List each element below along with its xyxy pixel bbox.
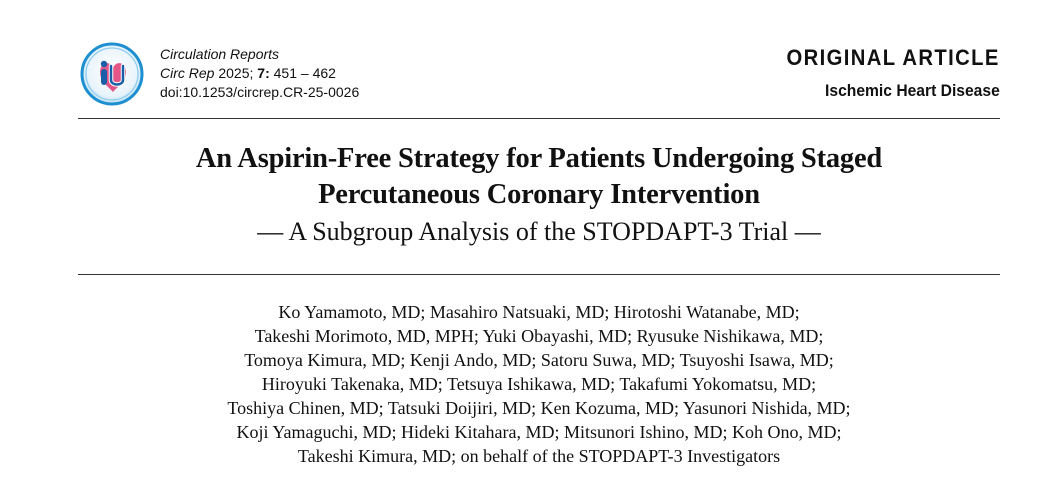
article-type-block xyxy=(768,44,1000,102)
title-line-1: An Aspirin-Free Strategy for Patients Undergoing Staged xyxy=(195,143,883,174)
author-line: Ko Yamamoto, MD; Masahiro Natsuaki, MD; Hirotoshi Watanabe, MD; xyxy=(278,302,800,322)
citation-pages: 451 – 462 xyxy=(273,65,336,81)
circulation-reports-logo-icon xyxy=(80,42,144,106)
citation-line xyxy=(160,64,359,83)
author-line: Hiroyuki Takenaka, MD; Tetsuya Ishikawa, MD; Takafumi Yokomatsu, MD; xyxy=(261,374,817,394)
author-line: Tomoya Kimura, MD; Kenji Ando, MD; Satoru Suwa, MD; Tsuyoshi Isawa, MD; xyxy=(244,350,834,370)
doi-link[interactable]: doi:10.1253/circrep.CR-25-0026 xyxy=(160,84,360,100)
title-divider xyxy=(78,274,1000,275)
title-line-2: Percutaneous Coronary Intervention xyxy=(318,179,760,210)
author-line: Takeshi Kimura, MD; on behalf of the STOPDAPT-3 Investigators xyxy=(297,446,781,466)
title-block xyxy=(78,141,1000,249)
citation-abbr: Circ Rep xyxy=(160,65,215,81)
article-type: ORIGINAL ARTICLE xyxy=(786,45,1000,70)
article-subtitle: — A Subgroup Analysis of the STOPDAPT-3 Trial — xyxy=(257,217,821,246)
author-line: Koji Yamaguchi, MD; Hideki Kitahara, MD; Mitsunori Ishino, MD; Koh Ono, MD; xyxy=(236,422,842,442)
article-title xyxy=(78,141,1000,213)
header-divider xyxy=(78,118,1000,119)
journal-name: Circulation Reports xyxy=(160,46,280,62)
author-line: Takeshi Morimoto, MD, MPH; Yuki Obayashi, MD; Ryusuke Nishikawa, MD; xyxy=(254,326,824,346)
citation-year: 2025; xyxy=(218,65,254,81)
citation-volume: 7: xyxy=(257,65,270,81)
author-list xyxy=(78,300,1000,468)
journal-citation xyxy=(160,45,359,102)
article-section: Ischemic Heart Disease xyxy=(825,81,1000,100)
author-line: Toshiya Chinen, MD; Tatsuki Doijiri, MD; Ken Kozuma, MD; Yasunori Nishida, MD; xyxy=(227,398,851,418)
